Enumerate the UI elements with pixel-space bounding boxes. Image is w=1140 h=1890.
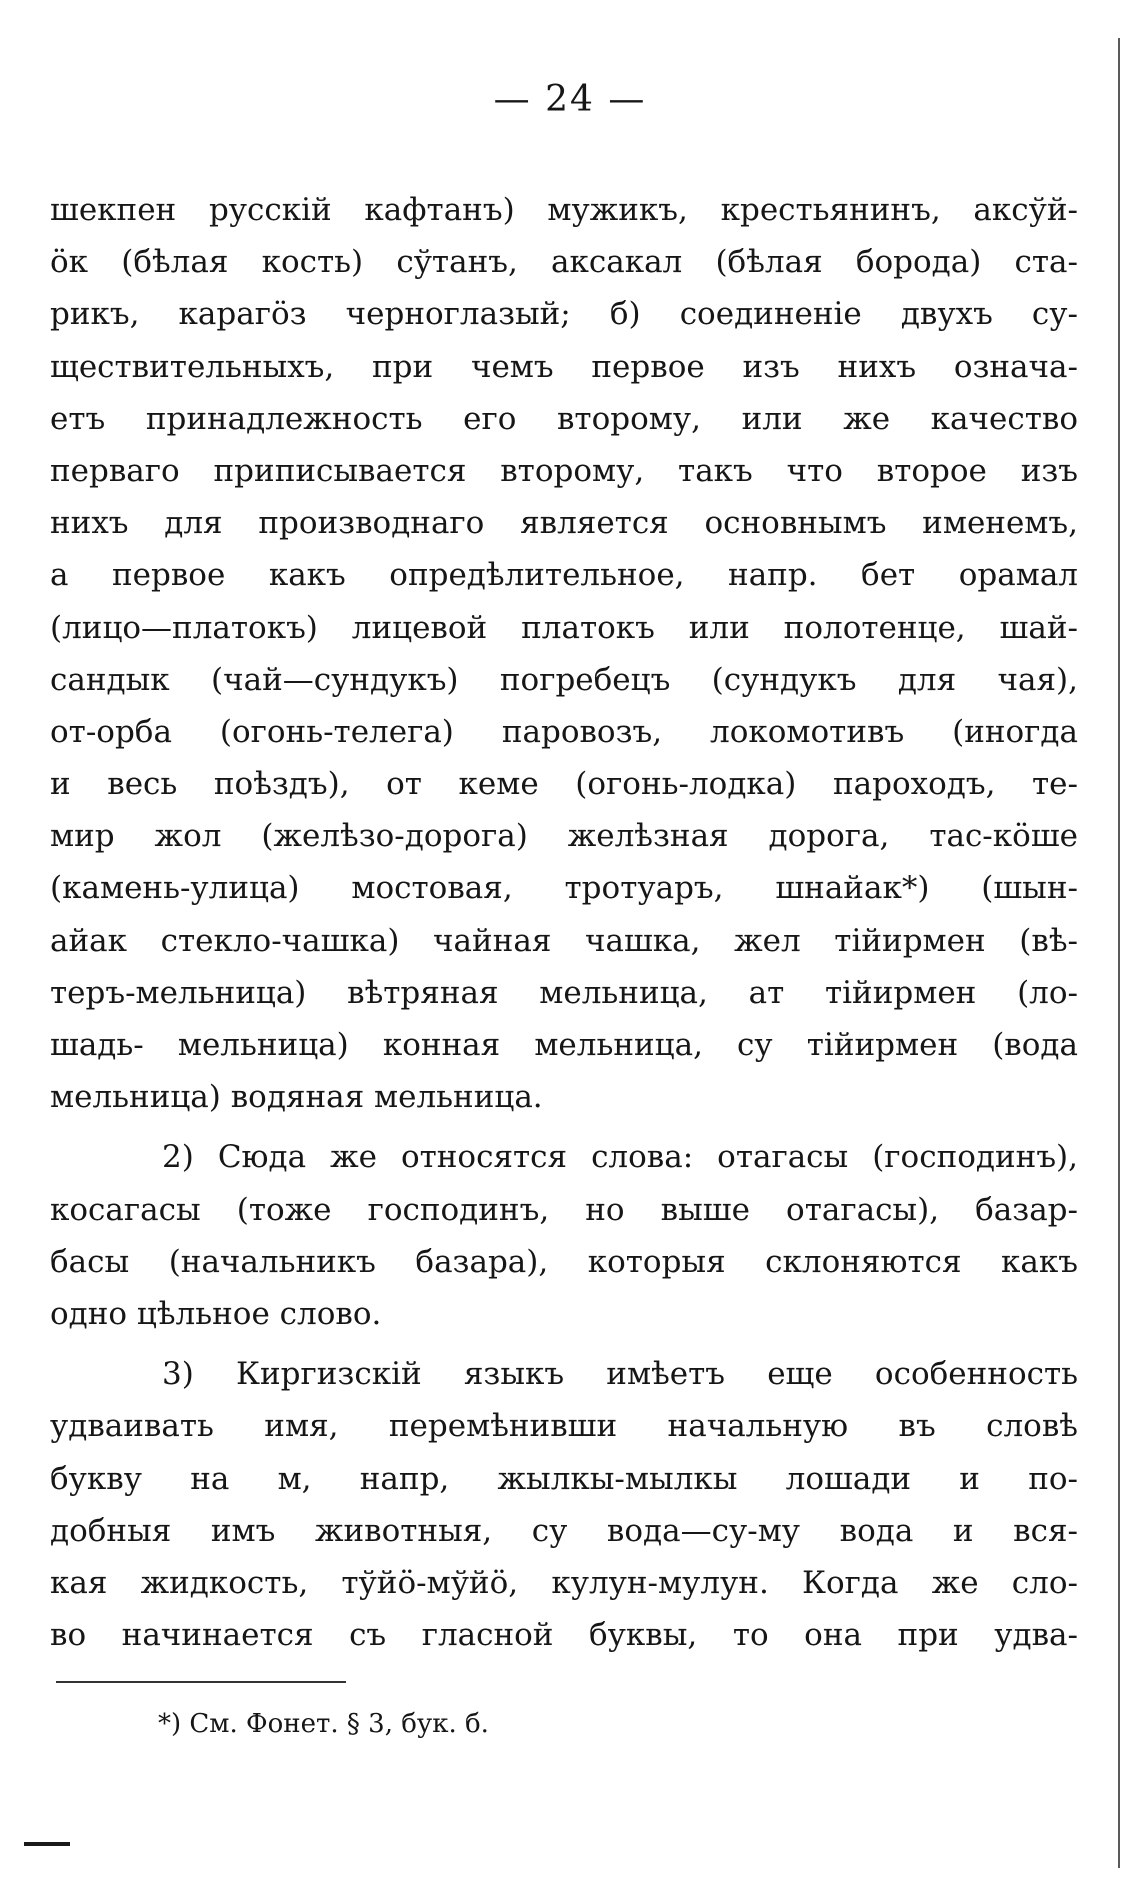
text-line: добныя имъ животныя, су вода—су-му вода и вся- bbox=[50, 1512, 1078, 1549]
text-line: мельница) водяная мельница. bbox=[50, 1079, 543, 1116]
text-line: басы (начальникъ базара), которыя склоняются какъ bbox=[50, 1243, 1078, 1280]
paragraph-gap bbox=[50, 1340, 1078, 1348]
text-line: перваго приписывается второму, такъ что второе изъ bbox=[50, 452, 1078, 489]
text-line: нихъ для производнаго является основнымъ именемъ, bbox=[50, 505, 1078, 542]
text-line: ӧк (бѣлая кость) сўтанъ, аксакал (бѣлая борода) ста- bbox=[50, 244, 1078, 281]
paragraph-gap bbox=[50, 1123, 1078, 1131]
text-line: во начинается съ гласной буквы, то она при удва- bbox=[50, 1617, 1078, 1654]
text-line: (камень-улица) мостовая, тротуаръ, шнайак*) (шын- bbox=[50, 870, 1078, 907]
text-line: ществительныхъ, при чемъ первое изъ нихъ означа- bbox=[50, 348, 1078, 385]
text-line: одно цѣльное слово. bbox=[50, 1295, 382, 1332]
text-line: мир жол (желѣзо-дорога) желѣзная дорога, тас-кӧше bbox=[50, 818, 1078, 855]
text-line: от-орба (огонь-телега) паровозъ, локомотивъ (иногда bbox=[50, 713, 1078, 750]
text-line: и весь поѣздъ), от кеме (огонь-лодка) пароходъ, те- bbox=[50, 766, 1078, 803]
text-line: сандык (чай—сундукъ) погребецъ (сундукъ для чая), bbox=[50, 661, 1078, 698]
text-line: 2) Сюда же относятся слова: отагасы (господинъ), bbox=[162, 1139, 1078, 1176]
text-line: шадь- мельница) конная мельница, су тійирмен (вода bbox=[50, 1027, 1078, 1063]
body-text bbox=[50, 184, 1078, 1661]
text-line: а первое какъ опредѣлительное, напр. бет орамал bbox=[50, 557, 1078, 594]
text-line: (лицо—платокъ) лицевой платокъ или полотенце, шай- bbox=[50, 609, 1078, 646]
text-line: рикъ, карагӧз черноглазый; б) соединеніе двухъ су- bbox=[50, 296, 1078, 333]
footnote-rule bbox=[56, 1681, 346, 1683]
text-line: 3) Киргизскій языкъ имѣетъ еще особенность bbox=[162, 1356, 1078, 1393]
text-line: букву на м, напр, жылкы-мылкы лошади и по- bbox=[50, 1460, 1078, 1497]
text-line: косагасы (тоже господинъ, но выше отагасы), базар- bbox=[50, 1191, 1078, 1228]
text-line: кая жидкость, тўйӧ-мўйӧ, кулун-мулун. Когда же сло- bbox=[50, 1564, 1078, 1601]
text-line: айак стекло-чашка) чайная чашка, жел тійирмен (вѣ- bbox=[50, 922, 1078, 959]
page-edge-line bbox=[1118, 38, 1120, 1868]
page-number: — 24 — bbox=[493, 79, 647, 120]
footnote: *) См. Фонет. § 3, бук. б. bbox=[158, 1709, 489, 1739]
scan-mark bbox=[24, 1842, 70, 1846]
text-line: етъ принадлежность его второму, или же качество bbox=[50, 400, 1078, 437]
text-line: теръ-мельница) вѣтряная мельница, ат тійирмен (ло- bbox=[50, 974, 1078, 1011]
text-line: удваивать имя, перемѣнивши начальную въ словѣ bbox=[50, 1408, 1078, 1445]
text-line: шекпен русскій кафтанъ) мужикъ, крестьянинъ, аксўй- bbox=[50, 192, 1078, 228]
